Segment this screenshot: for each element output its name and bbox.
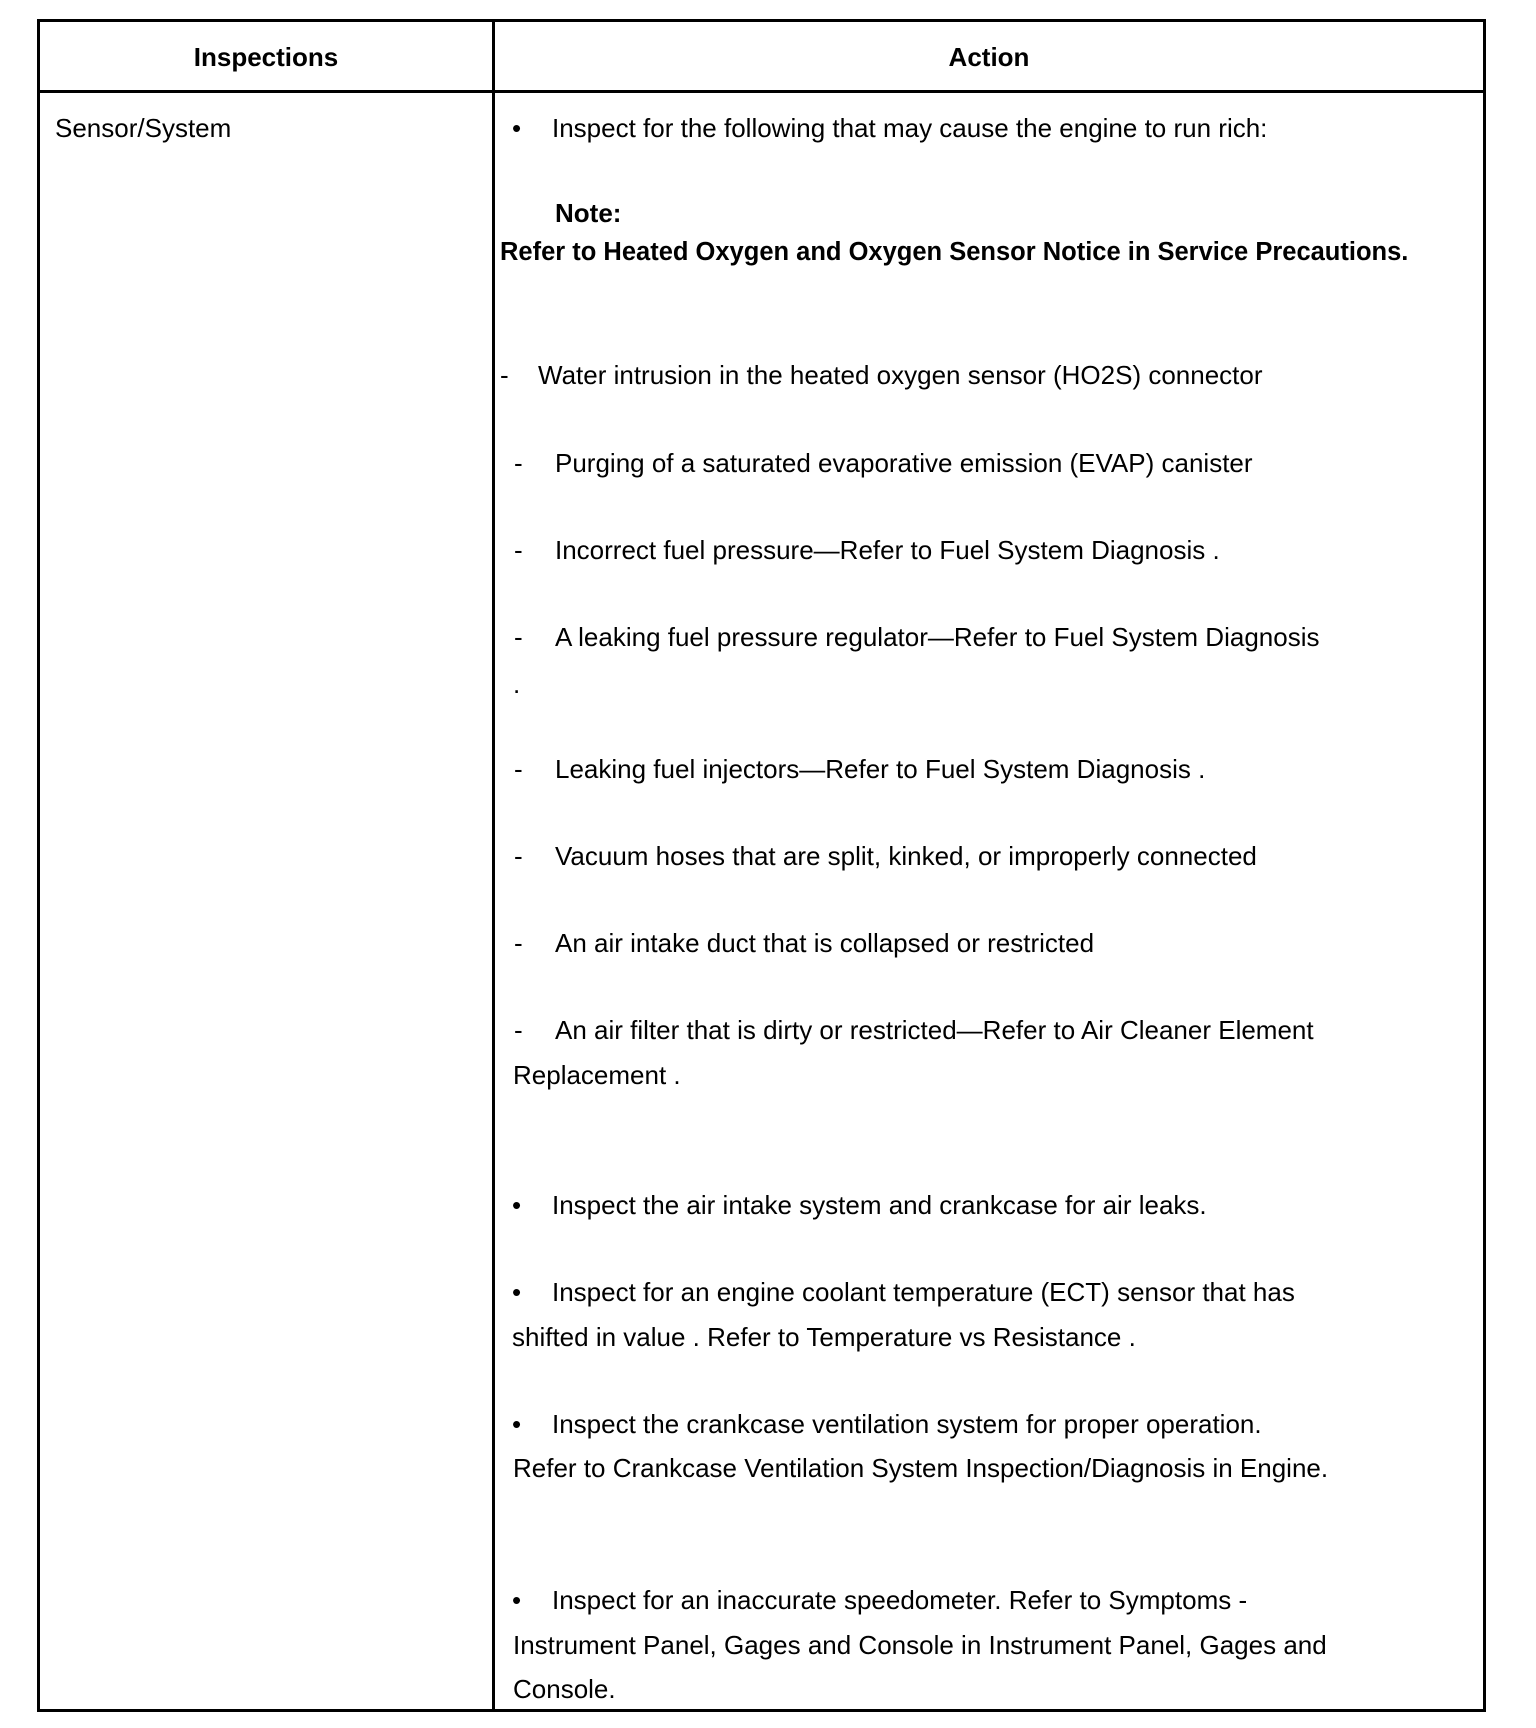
bullet-item: Inspect the crankcase ventilation system for proper operation. xyxy=(552,1409,1262,1439)
header-divider xyxy=(40,90,1483,93)
note-text: Refer to Heated Oxygen and Oxygen Sensor Notice in Service Precautions. xyxy=(500,238,1409,266)
header-inspections: Inspections xyxy=(193,42,339,72)
sub-item: An air intake duct that is collapsed or restricted xyxy=(555,928,1095,958)
inspection-cell: Sensor/System xyxy=(55,113,232,143)
bullet-item: Inspect for an engine coolant temperature (ECT) sensor that has xyxy=(552,1277,1295,1307)
bullet-marker: • xyxy=(512,1585,522,1615)
bullet-item-continuation: Refer to Crankcase Ventilation System Inspection/Diagnosis in Engine. xyxy=(513,1453,1329,1483)
sub-item: Water intrusion in the heated oxygen sensor (HO2S) connector xyxy=(538,360,1263,390)
dash-marker: - xyxy=(500,360,509,390)
dash-marker: - xyxy=(514,1015,523,1045)
bullet-marker: • xyxy=(512,1277,522,1307)
bullet-marker: • xyxy=(512,1190,522,1220)
bullet-item-continuation: shifted in value . Refer to Temperature vs Resistance . xyxy=(512,1322,1136,1352)
bullet-item-continuation: Console. xyxy=(513,1674,616,1704)
intro-text: Inspect for the following that may cause the engine to run rich: xyxy=(552,113,1268,143)
dash-marker: - xyxy=(514,928,523,958)
bullet-marker: • xyxy=(512,1409,522,1439)
note-label: Note: xyxy=(555,198,622,228)
sub-item: Incorrect fuel pressure—Refer to Fuel System Diagnosis . xyxy=(555,535,1220,565)
dash-marker: - xyxy=(514,535,523,565)
dash-marker: - xyxy=(514,448,523,478)
sub-item: Purging of a saturated evaporative emission (EVAP) canister xyxy=(555,448,1253,478)
sub-item: Vacuum hoses that are split, kinked, or improperly connected xyxy=(555,841,1257,871)
column-divider xyxy=(492,22,495,1709)
sub-item: Leaking fuel injectors—Refer to Fuel System Diagnosis . xyxy=(555,754,1206,784)
dash-marker: - xyxy=(514,622,523,652)
dash-marker: - xyxy=(514,841,523,871)
sub-item-continuation: Replacement . xyxy=(513,1060,681,1090)
sub-item: An air filter that is dirty or restricted—Refer to Air Cleaner Element xyxy=(555,1015,1314,1045)
header-action: Action xyxy=(948,42,1030,72)
bullet-item: Inspect for an inaccurate speedometer. Refer to Symptoms - xyxy=(552,1585,1248,1615)
sub-item-continuation: . xyxy=(513,669,521,699)
dash-marker: - xyxy=(514,754,523,784)
bullet-item-continuation: Instrument Panel, Gages and Console in Instrument Panel, Gages and xyxy=(513,1630,1327,1660)
sub-item: A leaking fuel pressure regulator—Refer to Fuel System Diagnosis xyxy=(555,622,1320,652)
inspection-table xyxy=(37,19,1486,1712)
bullet-item: Inspect the air intake system and crankcase for air leaks. xyxy=(552,1190,1207,1220)
bullet-marker: • xyxy=(512,113,522,143)
